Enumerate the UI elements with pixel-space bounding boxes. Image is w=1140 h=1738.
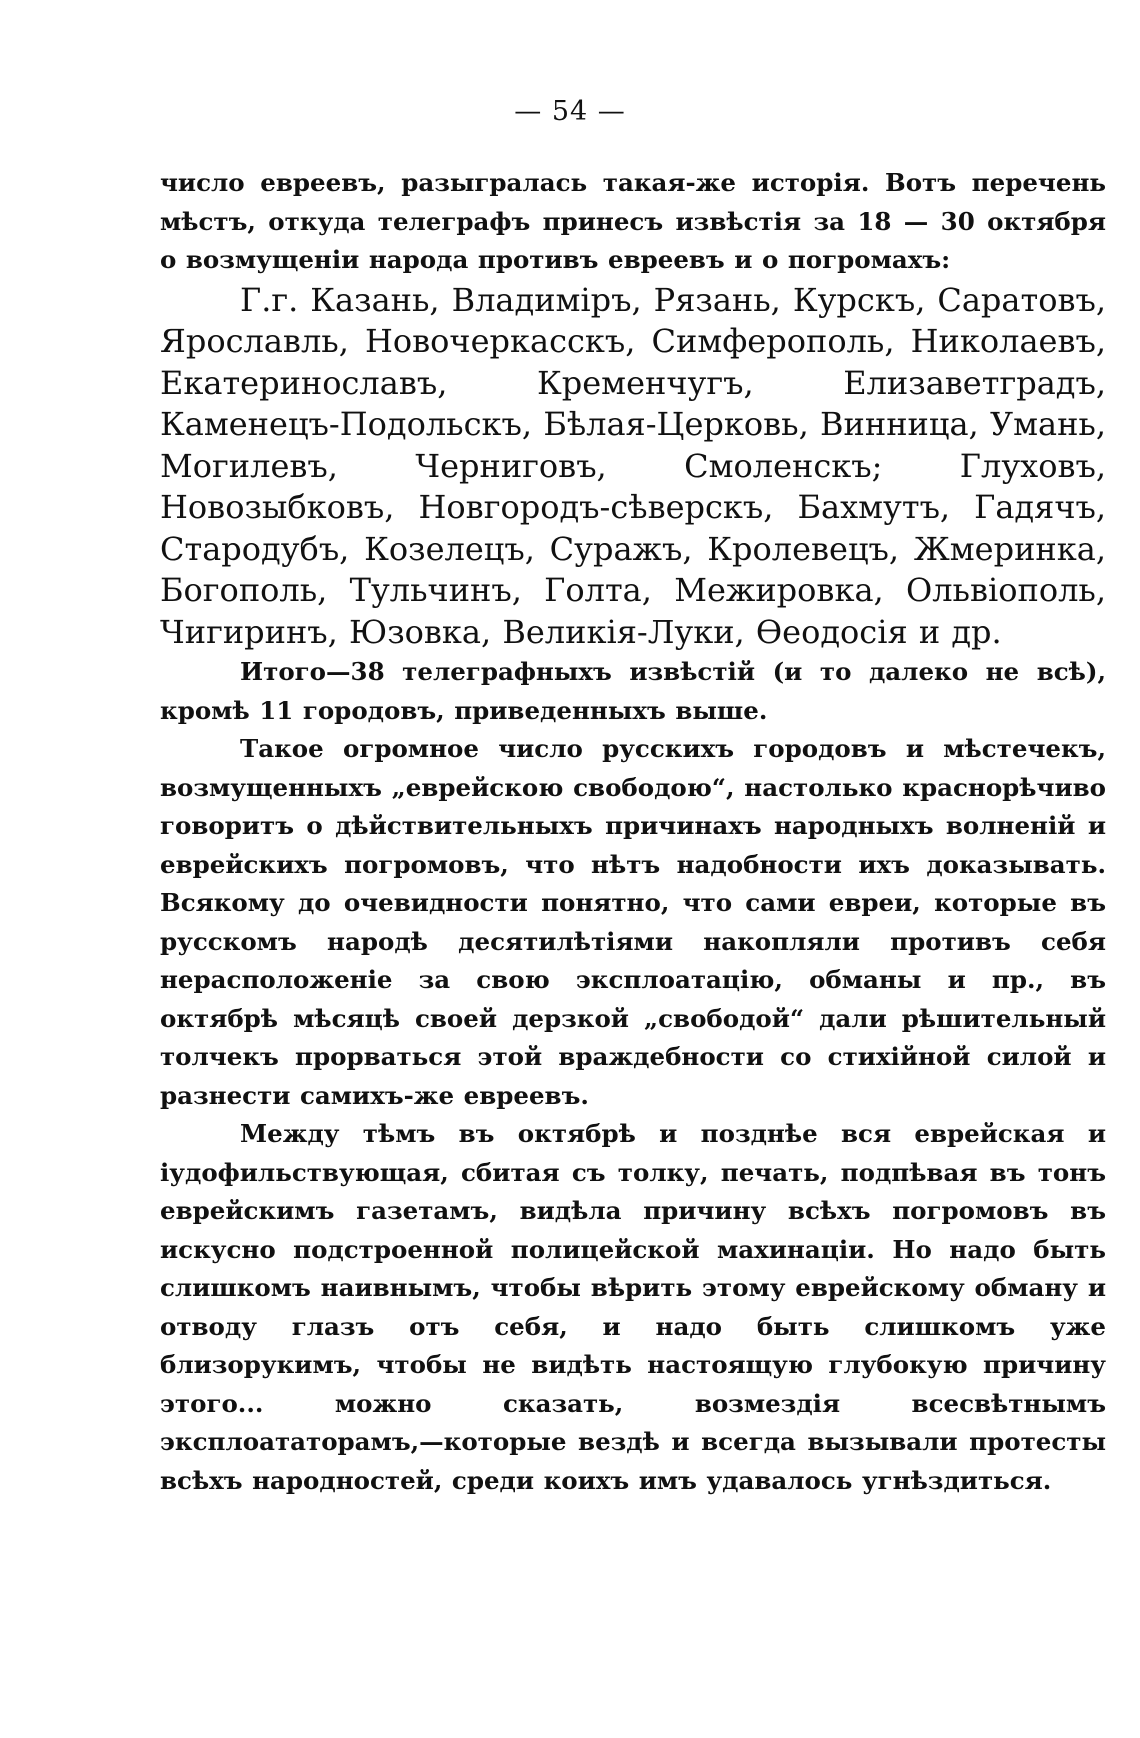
paragraph-intro: число евреевъ, разыгралась такая-же исторія. Вотъ перечень мѣстъ, откуда телеграфъ принесъ извѣстія за 18 — 30 октября о возмущеніи народа противъ евреевъ и о погромахъ:	[160, 168, 1106, 274]
body-text	[160, 164, 1106, 1500]
paragraph-total: Итого—38 телеграфныхъ извѣстій (и то далеко не всѣ), кромѣ 11 городовъ, приведенныхъ выше.	[160, 657, 1106, 725]
paragraph-city-list: Г.г. Казань, Владиміръ, Рязань, Курскъ, Саратовъ, Ярославль, Новочеркасскъ, Симферополь, Николаевъ, Екатеринославъ, Кременчугъ, Елизаветградъ, Каменецъ-Подольскъ, Бѣлая-Церковь, Винница, Умань, Могилевъ, Черниговъ, Смоленскъ; Глуховъ, Новозыбковъ, Новгородъ-сѣверскъ, Бахмутъ, Гадячъ, Стародубъ, Козелецъ, Суражъ, Кролевецъ, Жмеринка, Богополь, Тульчинъ, Голта, Межировка, Ольвіополь, Чигиринъ, Юзовка, Великія-Луки, Ѳеодосія и др.	[160, 280, 1106, 651]
paragraph-causes: Такое огромное число русскихъ городовъ и мѣстечекъ, возмущенныхъ „еврейскою свободою“, настолько краснорѣчиво говоритъ о дѣйствительныхъ причинахъ народныхъ волненій и еврейскихъ погромовъ, что нѣтъ надобности ихъ доказывать. Всякому до очевидности понятно, что сами евреи, которые въ русскомъ народѣ десятилѣтіями накопляли противъ себя нерасположеніе за свою эксплоатацію, обманы и пр., въ октябрѣ мѣсяцѣ своей дерзкой „свободой“ дали рѣшительный толчекъ прорваться этой враждебности со стихійной силой и разнести самихъ-же евреевъ.	[160, 734, 1106, 1110]
paragraph-press: Между тѣмъ въ октябрѣ и позднѣе вся еврейская и іудофильствующая, сбитая съ толку, печать, подпѣвая въ тонъ еврейскимъ газетамъ, видѣла причину всѣхъ погромовъ въ искусно подстроенной полицейской махинаціи. Но надо быть слишкомъ наивнымъ, чтобы вѣрить этому еврейскому обману и отводу глазъ отъ себя, и надо быть слишкомъ уже близорукимъ, чтобы не видѣть настоящую глубокую причину этого... можно сказать, возмездія всесвѣтнымъ эксплоататорамъ,—которые вездѣ и всегда вызывали протесты всѣхъ народностей, среди коихъ имъ удавалось угнѣздиться.	[160, 1119, 1106, 1495]
page-number: — 54 —	[514, 96, 626, 127]
